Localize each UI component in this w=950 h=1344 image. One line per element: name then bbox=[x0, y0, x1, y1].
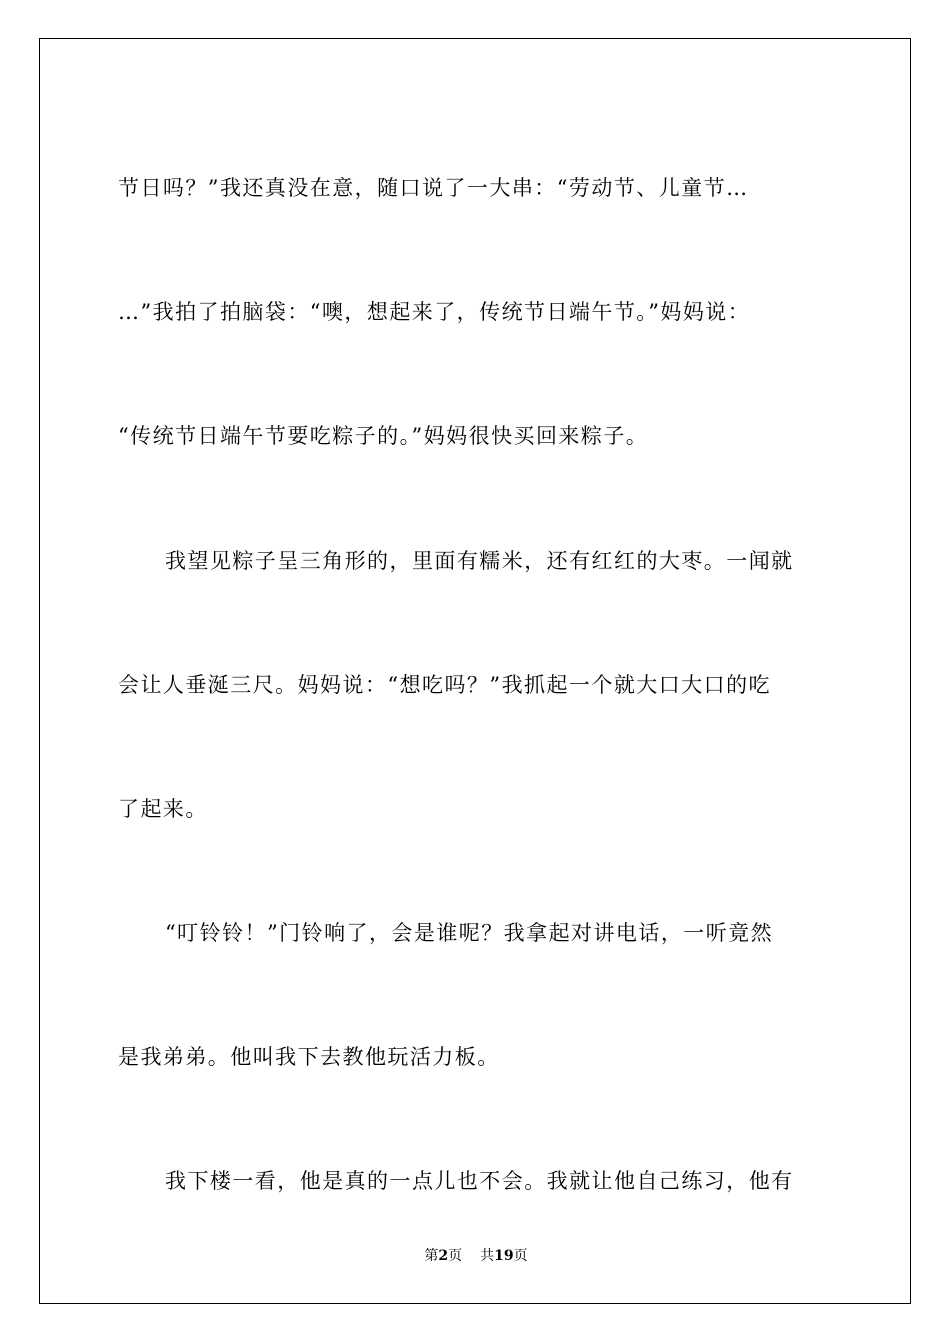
page-label-prefix: 第 bbox=[424, 1248, 439, 1264]
text-line: 我下楼一看，他是真的一点儿也不会。我就让他自己练习，他有 bbox=[165, 1169, 794, 1193]
text-line: 节日吗？”我还真没在意，随口说了一大串：“劳动节、儿童节… bbox=[118, 176, 749, 200]
total-pages: 19 bbox=[494, 1248, 514, 1264]
text-line: …”我拍了拍脑袋：“噢，想起来了，传统节日端午节。”妈妈说： bbox=[118, 300, 751, 324]
text-line: 了起来。 bbox=[118, 797, 208, 821]
total-label-prefix: 共 bbox=[480, 1248, 495, 1264]
page-label-suffix: 页 bbox=[448, 1248, 463, 1264]
page-number: 2 bbox=[438, 1248, 449, 1264]
text-line: 我望见粽子呈三角形的，里面有糯米，还有红红的大枣。一闻就 bbox=[165, 549, 794, 573]
page-footer bbox=[40, 1247, 912, 1265]
text-line: 是我弟弟。他叫我下去教他玩活力板。 bbox=[118, 1045, 500, 1069]
text-line: “叮铃铃！”门铃响了，会是谁呢？我拿起对讲电话，一听竟然 bbox=[165, 921, 774, 945]
document-page bbox=[39, 38, 911, 1304]
text-line: 会让人垂涎三尺。妈妈说：“想吃吗？”我抓起一个就大口大口的吃 bbox=[118, 673, 771, 697]
total-label-suffix: 页 bbox=[513, 1248, 528, 1264]
text-line: “传统节日端午节要吃粽子的。”妈妈很快买回来粽子。 bbox=[118, 424, 649, 448]
